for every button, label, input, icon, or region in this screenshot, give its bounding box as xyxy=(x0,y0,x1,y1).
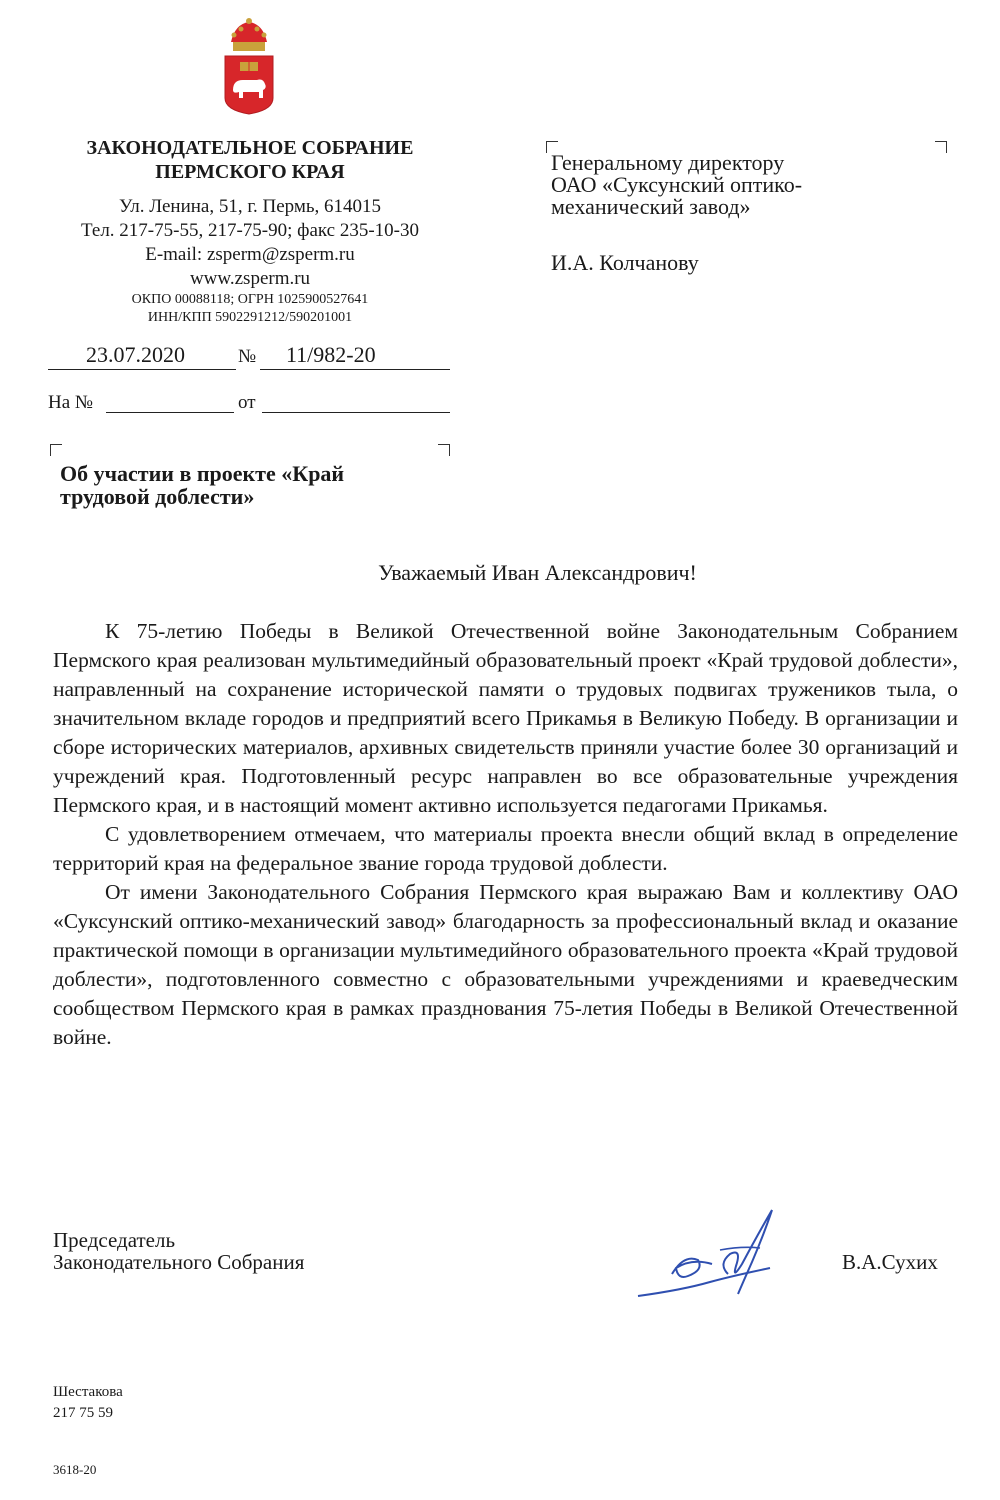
perm-krai-coat-of-arms-icon xyxy=(221,18,277,116)
signatory-title xyxy=(53,1229,304,1273)
registration-number: 11/982-20 xyxy=(286,342,376,367)
sender-okpo: ОКПО 00088118; ОГРН 1025900527641 xyxy=(131,292,369,307)
subject-corner-left xyxy=(50,444,62,456)
sender-website: www.zsperm.ru xyxy=(189,268,311,289)
executor-info xyxy=(53,1382,123,1424)
executor-phone: 217 75 59 xyxy=(53,1405,113,1421)
recipient-line3: механический завод» xyxy=(551,194,751,219)
subject-corner-right xyxy=(438,444,450,456)
body-paragraph-3: От имени Законодательного Собрания Пермского края выражаю Вам и коллективу ОАО «Суксунский оптико-механический завод» благодарность за профессиональный вклад и оказание практической помощи в организации мультимедийного образовательного проекта «Край трудовой доблести», подготовленного совместно с образовательными учреждениями и краеведческим сообществом Пермского края в рамках празднования 75-летия Победы в Великой Отечественной войне. xyxy=(53,880,958,1049)
subject-line2: трудовой доблести» xyxy=(60,484,255,509)
reference-date-line xyxy=(262,412,450,413)
handwritten-signature-icon xyxy=(632,1204,782,1304)
recipient-line1: Генеральному директору xyxy=(551,150,785,175)
org-name-line2: ПЕРМСКОГО КРАЯ xyxy=(155,161,345,183)
sender-inn: ИНН/КПП 5902291212/590201001 xyxy=(147,310,353,325)
number-underline xyxy=(260,369,450,370)
executor-name: Шестакова xyxy=(53,1384,123,1400)
sender-contacts xyxy=(40,195,460,327)
salutation: Уважаемый Иван Александрович! xyxy=(378,560,697,585)
reference-date-label: от xyxy=(238,392,256,413)
sender-phones: Тел. 217-75-55, 217-75-90; факс 235-10-30 xyxy=(81,220,419,241)
reference-number-line xyxy=(106,412,234,413)
org-name-line1: ЗАКОНОДАТЕЛЬНОЕ СОБРАНИЕ xyxy=(86,137,414,159)
sender-address: Ул. Ленина, 51, г. Пермь, 614015 xyxy=(118,196,382,217)
recipient-name: И.А. Колчанову xyxy=(551,250,699,275)
body-paragraph-1: К 75-летию Победы в Великой Отечественной войне Законодательным Собранием Пермского края реализован мультимедийный образовательный проект «Край трудовой доблести», направленный на сохранение исторической памяти о трудовых подвигах тружеников тыла, о значительном вкладе городов и предприятий всего Прикамья в Великую Победу. В организации и сборе исторических материалов, архивных свидетельств приняли участие более 30 организаций и учреждений края. Подготовленный ресурс направлен во все образовательные учреждения Пермского края, и в настоящий момент активно используется педагогами Прикамья. xyxy=(53,619,958,817)
recipient-block xyxy=(551,152,951,274)
letter-body xyxy=(53,617,958,1052)
registration-number-label: № xyxy=(238,346,257,367)
date-underline xyxy=(48,369,236,370)
signatory-title-line1: Председатель xyxy=(53,1228,176,1252)
recipient-line2: ОАО «Суксунский оптико- xyxy=(551,172,803,197)
registration-date: 23.07.2020 xyxy=(86,342,185,367)
sender-organization xyxy=(40,136,460,184)
body-paragraph-2: С удовлетворением отмечаем, что материалы проекта внесли общий вклад в определение территорий края на федеральное звание города трудовой доблести. xyxy=(53,822,958,875)
reference-number-label: На № xyxy=(48,392,94,413)
letter-subject xyxy=(60,462,440,508)
signatory-title-line2: Законодательного Собрания xyxy=(53,1250,305,1274)
document-code: 3618-20 xyxy=(53,1462,97,1477)
sender-email: E-mail: zsperm@zsperm.ru xyxy=(145,244,355,265)
signatory-name: В.А.Сухих xyxy=(842,1250,938,1274)
reference-row xyxy=(48,392,458,422)
subject-line1: Об участии в проекте «Край xyxy=(60,461,345,486)
registration-row xyxy=(48,342,458,372)
